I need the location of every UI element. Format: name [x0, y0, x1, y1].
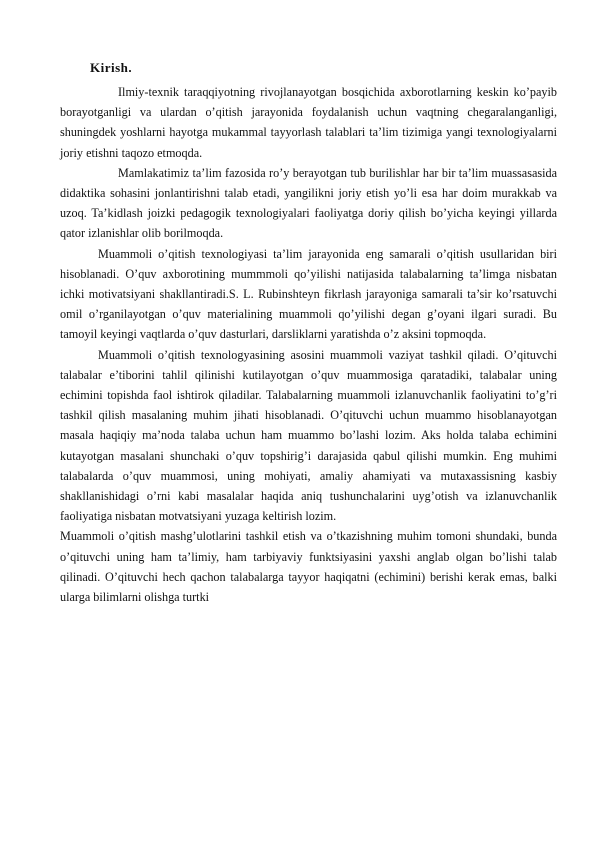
document-page — [60, 58, 557, 607]
paragraph-1: Ilmiy-texnik taraqqiyotning rivojlanayotgan bosqichida axborotlarning keskin ko’payib borayotganligi va ulardan o’qitish jarayonida foydalanish uchun vaqtning chegaralanganligi, shuningdek yoshlarni hayotga mukammal tayyorlash talablari ta’lim tizimiga yangi texnologiyalarni joriy etishni taqozo etmoqda. — [60, 85, 557, 160]
paragraph-3: Muammoli o’qitish texnologiyasi ta’lim jarayonida eng samarali o’qitish usullaridan biri hisoblanadi. O’quv axborotining mummmoli qo’yilishi natijasida talabalarning ta’limga nisbatan ichki motivatsiyani shakllantiradi.S. L. Rubinshteyn fikrlash jarayoniga samarali ta’sir ko’rsatuvchi omil o’rganilayotgan o’quv materialining muammoli qo’yilishi degan g’oyani ilgari suradi. Bu tamoyil keyingi vaqtlarda o’quv dasturlari, darsliklarni yaratishda o’z aksini topmoqda. — [60, 246, 557, 342]
paragraph-2: Mamlakatimiz ta’lim fazosida ro’y berayotgan tub burilishlar har bir ta’lim muassasasida didaktika sohasini jonlantirishni talab etadi, yangilikni joriy etish yo’li esa har doim murakkab va uzoq. Ta’kidlash joizki pedagogik texnologiyalari faoliyatga doriy qilish bo’yicha keyingi yillarda qator izlanishlar olib borilmoqda. — [60, 165, 557, 241]
paragraph-5: Muammoli o’qitish mashg’ulotlarini tashkil etish va o’tkazishning muhim tomoni shundaki, bunda o’qituvchi uning ham ta’limiy, ham tarbiyaviy funktsiyasini yaxshi anglab olgan bo’lishi talab qilinadi. O’qituvchi hech qachon talabalarga tayyor haqiqatni (echimini) berishi kerak emas, balki ularga bilimlarni olishga turtki — [60, 529, 557, 605]
paragraph-4: Muammoli o’qitish texnologyasining asosini muammoli vaziyat tashkil qiladi. O’qituvchi talabalar e’tiborini tahlil qilinishi kutilayotgan o’quv muammosiga qaratadiki, talabalar uning echimini topishda faol ishtirok qiladilar. Talabalarning muammoli izlanuvchanlik faoliyatini to’g’ri tashkil qilish masalaning muhim jihati hisoblanadi. O’qituvchi uchun muammo hisoblanayotgan masala haqiqiy ma’noda talaba uchun ham muammo bo’lashi lozim. Aks holda talaba echimini kutayotgan masalani shunchaki o’quv topshirig’i darajasida qabul qilishi mumkin. Eng muhimi talabalarda o’quv muammosi, uning mohiyati, amaliy ahamiyati va mutaxassisning kasbiy shakllanishidagi o’rni kabi masalalar haqida aniq tushunchalarini uyg’otish va izlanuvchanlik faoliyatiga nisbatan motvatsiyani yuzaga keltirish lozim. — [60, 347, 557, 524]
section-heading: Kirish. — [90, 60, 133, 75]
